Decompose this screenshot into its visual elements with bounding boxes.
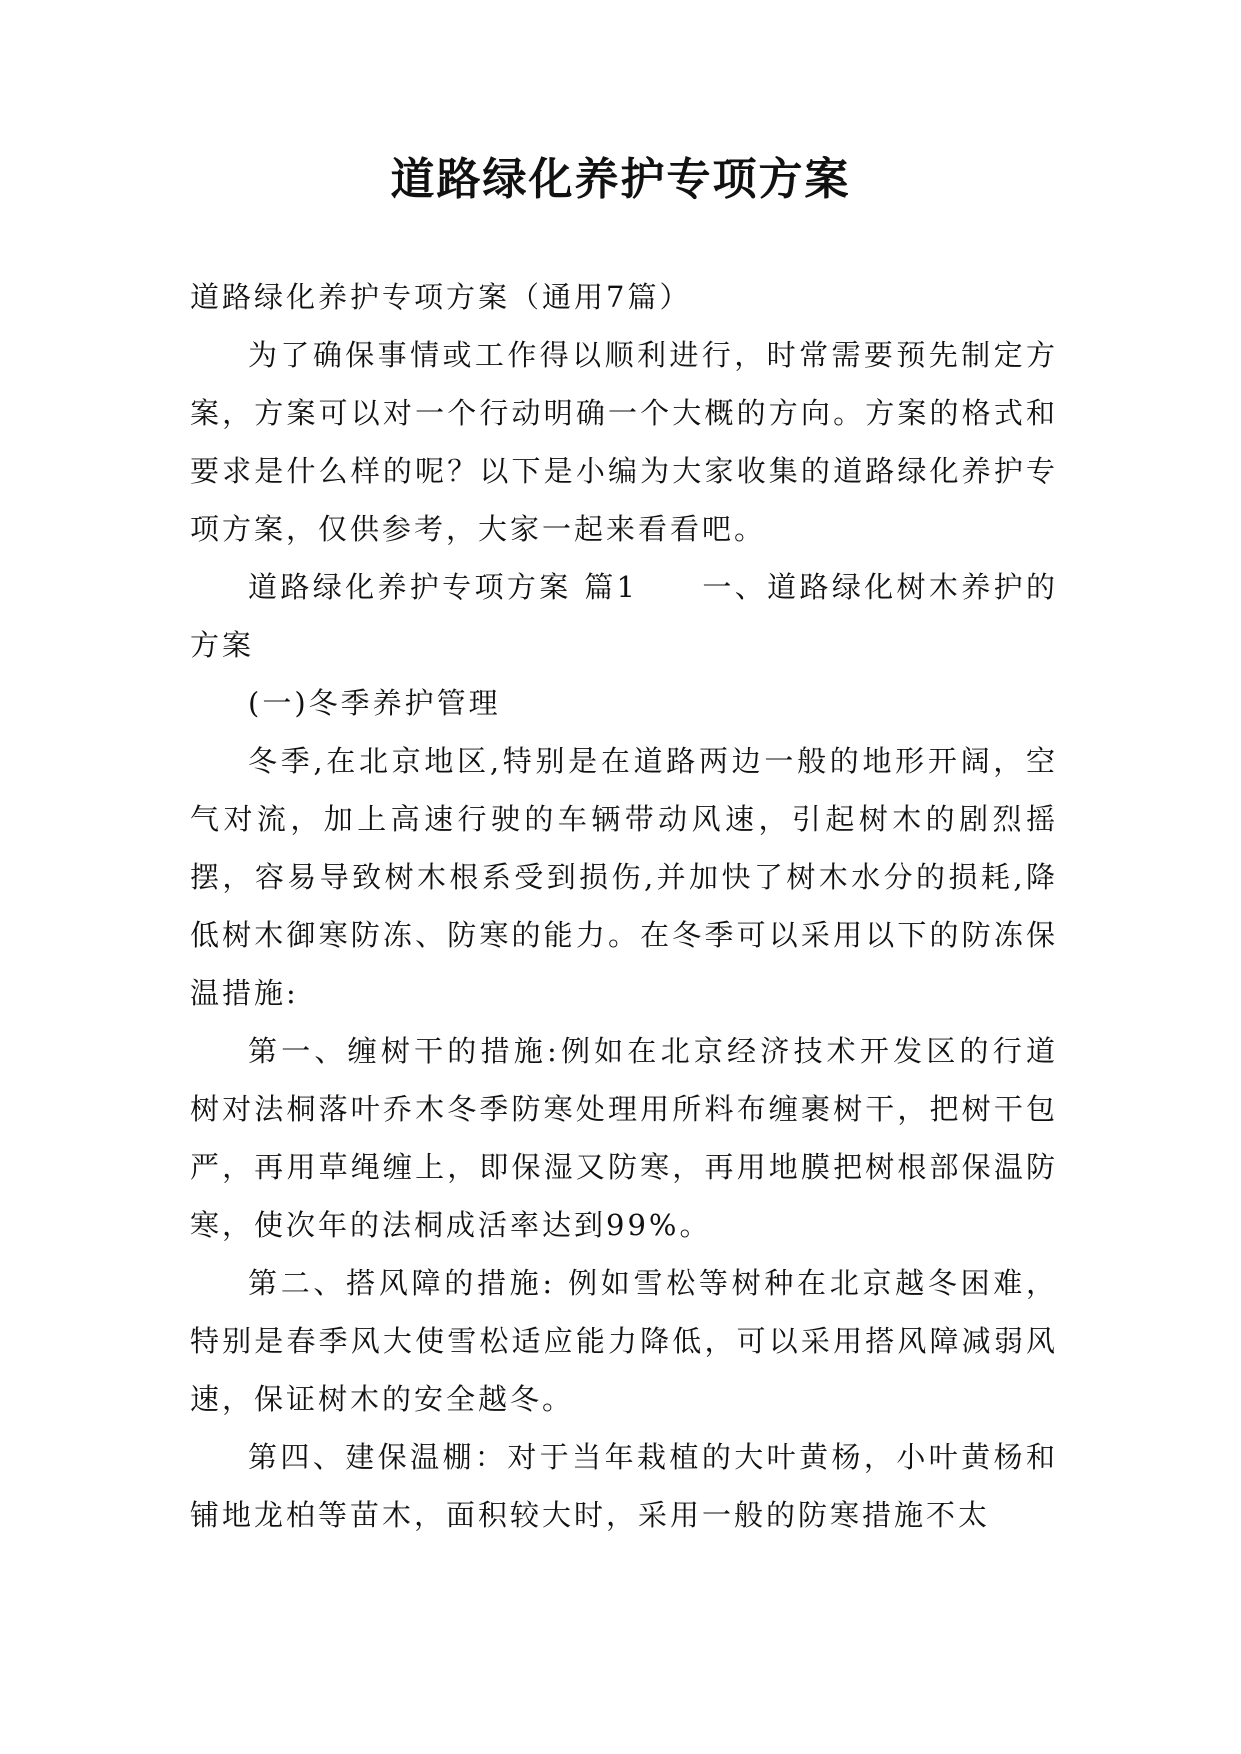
document-body xyxy=(190,268,1058,1544)
body-paragraph-windbreak: 第二、搭风障的措施: 例如雪松等树种在北京越冬困难，特别是春季风大使雪松适应能力降低，可以采用搭风障减弱风速，保证树木的安全越冬。 xyxy=(190,1266,1058,1416)
chapter-label: 道路绿化养护专项方案 篇1 xyxy=(248,570,639,604)
document-subtitle: 道路绿化养护专项方案（通用7篇） xyxy=(190,280,692,314)
section-heading: (一)冬季养护管理 xyxy=(248,686,501,720)
body-paragraph-greenhouse: 第四、建保温棚：对于当年栽植的大叶黄杨，小叶黄杨和铺地龙柏等苗木，面积较大时，采用一般的防寒措施不太 xyxy=(190,1440,1058,1532)
chapter-heading: 一、道路绿化树木养护的方案 xyxy=(190,570,1058,662)
intro-paragraph: 为了确保事情或工作得以顺利进行，时常需要预先制定方案，方案可以对一个行动明确一个大概的方向。方案的格式和要求是什么样的呢？以下是小编为大家收集的道路绿化养护专项方案，仅供参考，大家一起来看看吧。 xyxy=(190,338,1058,546)
document-title: 道路绿化养护专项方案 xyxy=(390,154,851,205)
body-paragraph-trunk-wrapping: 第一、缠树干的措施:例如在北京经济技术开发区的行道树对法桐落叶乔木冬季防寒处理用所料布缠裹树干，把树干包严，再用草绳缠上，即保湿又防寒，再用地膜把树根部保温防寒，使次年的法桐成活率达到99%。 xyxy=(190,1034,1058,1242)
body-paragraph-winter: 冬季,在北京地区,特别是在道路两边一般的地形开阔，空气对流，加上高速行驶的车辆带动风速，引起树木的剧烈摇摆，容易导致树木根系受到损伤,并加快了树木水分的损耗,降低树木御寒防冻、防寒的能力。在冬季可以采用以下的防冻保温措施: xyxy=(190,744,1058,1010)
chapter-line xyxy=(190,558,1058,674)
